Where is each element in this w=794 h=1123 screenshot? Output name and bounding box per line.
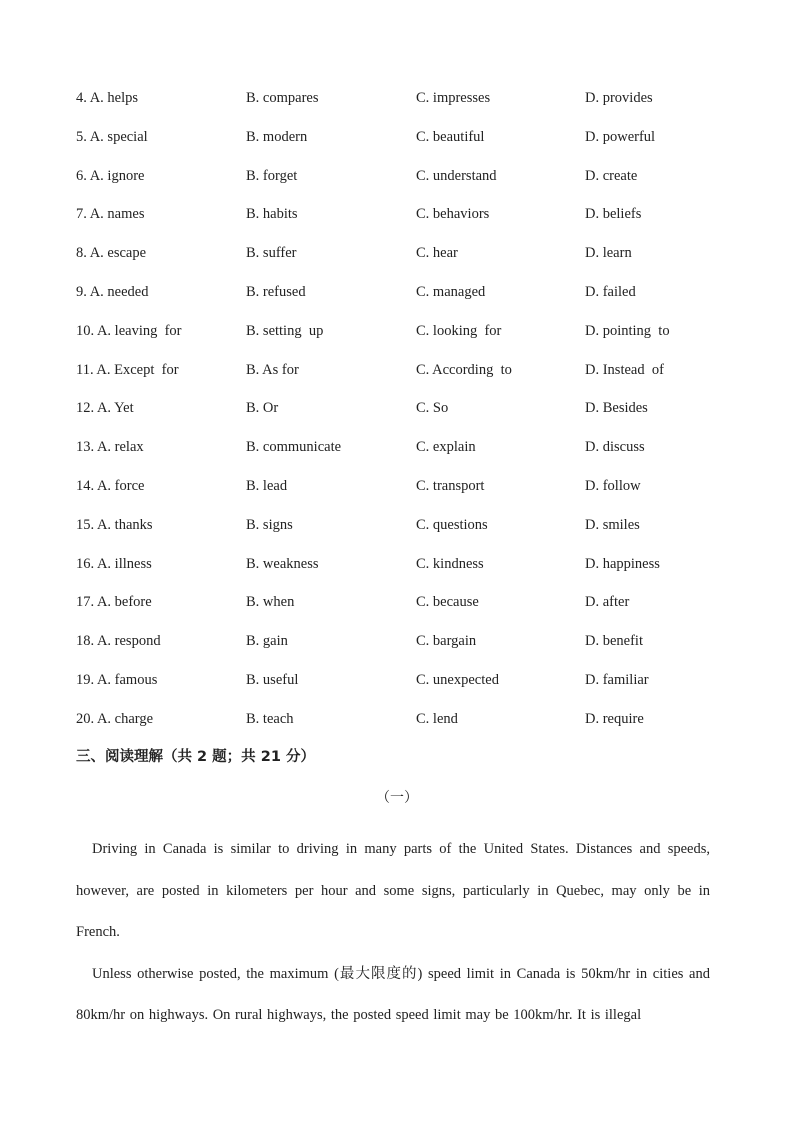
question-row — [76, 398, 736, 437]
option-b: B. lead — [246, 477, 288, 494]
option-a: 12. A. Yet — [76, 400, 134, 417]
option-c: C. impresses — [416, 90, 491, 106]
option-a: 10. A. leaving for — [76, 322, 182, 339]
option-c: C. kindness — [416, 555, 484, 572]
option-d: D. require — [585, 710, 644, 727]
option-b: B. Or — [246, 400, 279, 417]
option-c: C. lend — [416, 710, 458, 727]
question-row — [76, 709, 736, 748]
answer-options-list — [76, 88, 736, 748]
question-row — [76, 166, 736, 205]
option-a: 5. A. special — [76, 128, 148, 145]
option-a: 9. A. needed — [76, 283, 149, 300]
question-row — [76, 282, 736, 321]
option-c: C. According to — [416, 361, 512, 378]
question-row — [76, 321, 736, 360]
option-b: B. refused — [246, 283, 306, 300]
option-c: C. unexpected — [416, 671, 499, 688]
question-row — [76, 243, 736, 282]
option-d: D. after — [585, 594, 630, 611]
question-row — [76, 670, 736, 709]
option-b: B. weakness — [246, 555, 319, 572]
option-b: B. habits — [246, 206, 298, 223]
option-c: C. hear — [416, 245, 458, 262]
option-a: 4. A. helps — [76, 90, 139, 106]
option-a: 18. A. respond — [76, 633, 161, 650]
option-a: 17. A. before — [76, 594, 152, 611]
option-c: C. because — [416, 594, 479, 611]
option-b: B. setting up — [246, 322, 324, 339]
option-b: B. gain — [246, 633, 288, 650]
option-c: C. explain — [416, 439, 476, 456]
passage-number: （一） — [376, 790, 418, 806]
option-c: C. behaviors — [416, 206, 490, 223]
option-c: C. beautiful — [416, 128, 485, 145]
question-row — [76, 592, 736, 631]
option-b: B. teach — [246, 710, 294, 727]
option-b: B. suffer — [246, 245, 297, 262]
question-row — [76, 631, 736, 670]
question-row — [76, 515, 736, 554]
option-d: D. benefit — [585, 633, 643, 650]
option-d: D. Besides — [585, 400, 648, 417]
option-b: B. useful — [246, 671, 299, 688]
option-d: D. create — [585, 167, 638, 184]
option-d: D. happiness — [585, 555, 660, 572]
option-c: C. transport — [416, 477, 485, 494]
option-c: C. questions — [416, 516, 488, 533]
section-heading: 三、阅读理解（共 2 题；共 21 分） — [76, 749, 315, 765]
option-a: 19. A. famous — [76, 671, 158, 688]
passage-paragraph: Driving in Canada is similar to driving in many parts of the United States. Distances and speeds, however, are posted in kilometers per hour and some signs, particularly in Quebec, may only be in French. — [76, 841, 710, 940]
question-row — [76, 204, 736, 243]
option-c: C. managed — [416, 283, 486, 300]
option-b: B. when — [246, 594, 295, 611]
option-a: 16. A. illness — [76, 555, 152, 572]
option-d: D. powerful — [585, 128, 656, 145]
option-b: B. communicate — [246, 439, 342, 456]
question-row — [76, 476, 736, 515]
question-row — [76, 437, 736, 476]
option-d: D. Instead of — [585, 361, 664, 378]
option-d: D. familiar — [585, 671, 649, 688]
question-row — [76, 360, 736, 399]
option-a: 13. A. relax — [76, 439, 144, 456]
option-a: 14. A. force — [76, 477, 145, 494]
question-row — [76, 127, 736, 166]
question-row — [76, 88, 736, 127]
option-d: D. pointing to — [585, 322, 670, 339]
option-d: D. provides — [585, 90, 653, 106]
option-a: 8. A. escape — [76, 245, 147, 262]
option-d: D. beliefs — [585, 206, 642, 223]
option-d: D. discuss — [585, 439, 645, 456]
option-b: B. forget — [246, 167, 298, 184]
option-b: B. compares — [246, 90, 319, 106]
option-c: C. So — [416, 400, 449, 417]
option-d: D. smiles — [585, 516, 640, 533]
reading-passage — [76, 829, 710, 1037]
option-c: C. looking for — [416, 322, 502, 339]
option-c: C. understand — [416, 167, 497, 184]
option-d: D. follow — [585, 477, 641, 494]
option-b: B. As for — [246, 361, 299, 378]
option-a: 6. A. ignore — [76, 167, 145, 184]
option-b: B. signs — [246, 516, 293, 533]
option-c: C. bargain — [416, 633, 477, 650]
passage-paragraph: Unless otherwise posted, the maximum (最大限度的) speed limit in Canada is 50km/hr in cities and 80km/hr on highways. On rural highways, the posted speed limit may be 100km/hr. It is illegal — [76, 965, 710, 1023]
option-a: 20. A. charge — [76, 710, 154, 727]
option-a: 7. A. names — [76, 206, 145, 223]
option-d: D. learn — [585, 245, 632, 262]
question-row — [76, 554, 736, 593]
option-d: D. failed — [585, 283, 636, 300]
option-b: B. modern — [246, 128, 308, 145]
option-a: 11. A. Except for — [76, 361, 179, 378]
option-a: 15. A. thanks — [76, 516, 153, 533]
